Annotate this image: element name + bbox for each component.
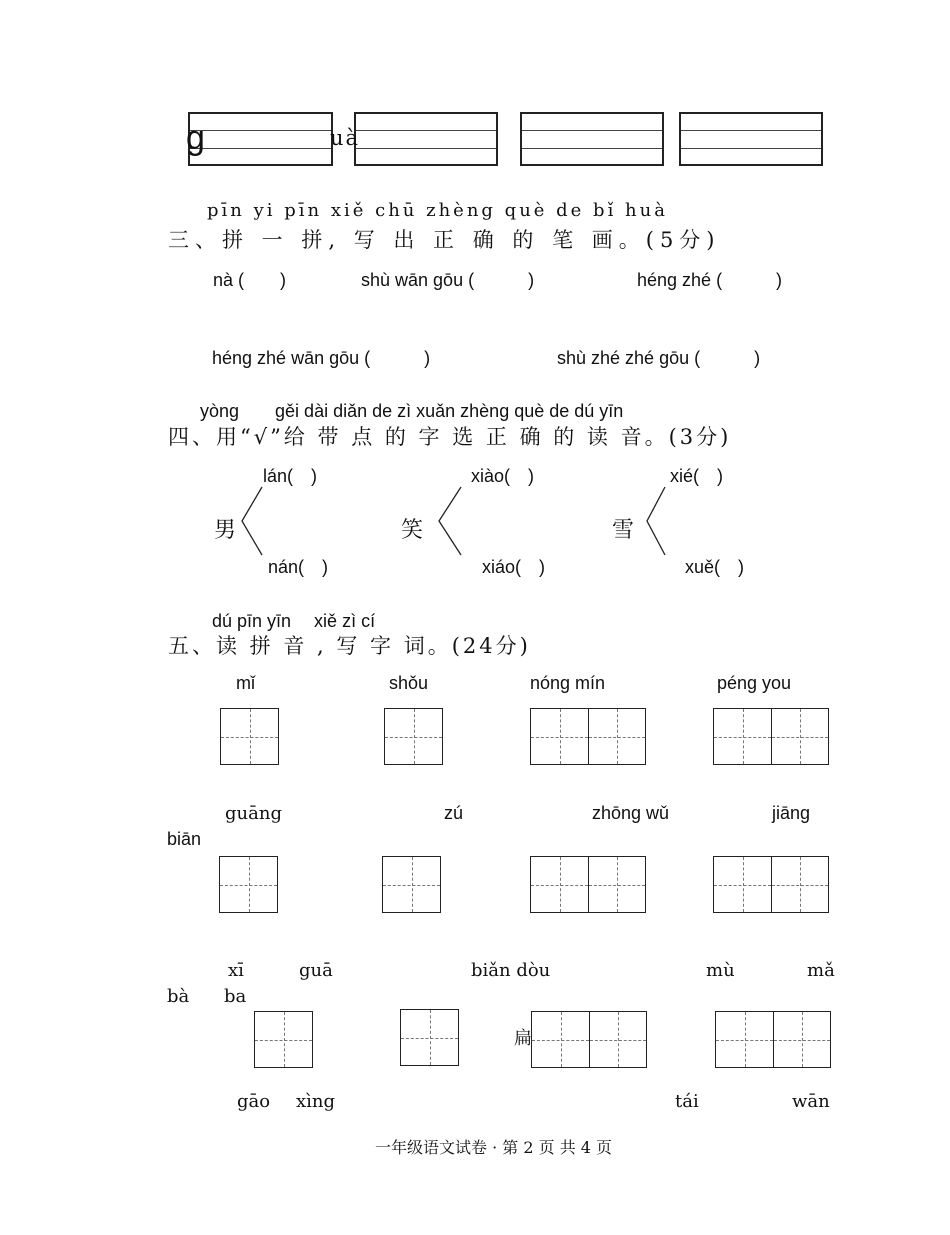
choice-bottom-3[interactable]: xuě( ) — [685, 557, 745, 577]
four-line-grid-3[interactable] — [520, 112, 664, 166]
word-pinyin-shou: shǒu — [389, 673, 429, 693]
word-pinyin-zu: zú — [444, 803, 464, 823]
word-pinyin-bian: biān — [167, 829, 202, 849]
word-pinyin-xing: xìng — [296, 1091, 336, 1112]
char-1: 男 — [214, 518, 237, 543]
word-pinyin-ma: mǎ — [807, 960, 835, 981]
word-pinyin-mu: mù — [706, 960, 735, 981]
word-pinyin-mi: mǐ — [236, 673, 255, 693]
page-footer: 一年级语文试卷 · 第 2 页 共 4 页 — [375, 1138, 613, 1157]
choice-bottom-1[interactable]: nán( ) — [268, 557, 329, 577]
section4-pinyin: yòng gěi dài diǎn de zì xuǎn zhèng què de dú yīn — [200, 401, 624, 421]
writing-box-2-3[interactable] — [530, 856, 646, 913]
choice-top-2[interactable]: xiào( ) — [471, 466, 535, 486]
four-line-grid-1[interactable] — [188, 112, 333, 166]
choice-bottom-2[interactable]: xiáo( ) — [482, 557, 546, 577]
word-pinyin-biandou: biǎn dòu — [471, 960, 551, 981]
stroke-question-3: héng zhé ( ) — [637, 270, 783, 290]
word-pinyin-gua: guā — [299, 960, 333, 981]
given-char-bian: 扁 — [514, 1028, 532, 1049]
grid-letter-g: g — [186, 119, 205, 157]
section5-pinyin: dú pīn yīn xiě zì cí — [212, 611, 376, 631]
writing-box-3-3[interactable] — [531, 1011, 647, 1068]
word-pinyin-wan: wān — [792, 1091, 830, 1112]
word-pinyin-ba1: bà — [167, 986, 190, 1007]
four-line-grid-2[interactable] — [354, 112, 498, 166]
writing-box-1-1[interactable] — [220, 708, 279, 765]
bracket-1 — [240, 485, 270, 557]
word-pinyin-guang: guāng — [225, 803, 282, 824]
word-pinyin-xi: xī — [228, 960, 244, 981]
writing-box-2-2[interactable] — [382, 856, 441, 913]
choice-top-1[interactable]: lán( ) — [263, 466, 318, 486]
four-line-grid-4[interactable] — [679, 112, 823, 166]
stroke-question-5: shù zhé zhé gōu ( ) — [557, 348, 761, 368]
choice-top-3[interactable]: xié( ) — [670, 466, 723, 486]
grid-letters-ua: uà — [330, 126, 361, 150]
word-pinyin-ba2: ba — [224, 986, 247, 1007]
writing-box-1-4[interactable] — [713, 708, 829, 765]
section4-title: 四、用“√”给 带 点 的 字 选 正 确 的 读 音。(3分) — [168, 425, 732, 449]
word-pinyin-zhongwu: zhōng wǔ — [592, 803, 670, 823]
section5-title: 五、读 拼 音 , 写 字 词。(24分) — [168, 634, 531, 658]
char-2: 笑 — [401, 518, 424, 543]
section3-title: 三、拼 一 拼, 写 出 正 确 的 笔 画。(5分) — [168, 228, 721, 252]
stroke-question-2: shù wān gōu ( ) — [361, 270, 535, 290]
word-pinyin-jiang: jiāng — [772, 803, 811, 823]
word-pinyin-nongmin: nóng mín — [530, 673, 606, 693]
stroke-question-4: héng zhé wān gōu ( ) — [212, 348, 431, 368]
word-pinyin-tai: tái — [675, 1091, 699, 1112]
bracket-2 — [437, 485, 467, 557]
writing-box-1-3[interactable] — [530, 708, 646, 765]
section3-pinyin: pīn yi pīn xiě chū zhèng què de bǐ huà — [207, 200, 668, 221]
char-3: 雪 — [612, 518, 635, 543]
writing-box-2-4[interactable] — [713, 856, 829, 913]
bracket-3 — [645, 485, 675, 557]
writing-box-3-4[interactable] — [715, 1011, 831, 1068]
writing-box-2-1[interactable] — [219, 856, 278, 913]
word-pinyin-gao: gāo — [237, 1091, 271, 1112]
writing-box-3-2[interactable] — [400, 1009, 459, 1066]
writing-box-1-2[interactable] — [384, 708, 443, 765]
word-pinyin-pengyou: péng you — [717, 673, 792, 693]
stroke-question-1: nà ( ) — [213, 270, 287, 290]
writing-box-3-1[interactable] — [254, 1011, 313, 1068]
